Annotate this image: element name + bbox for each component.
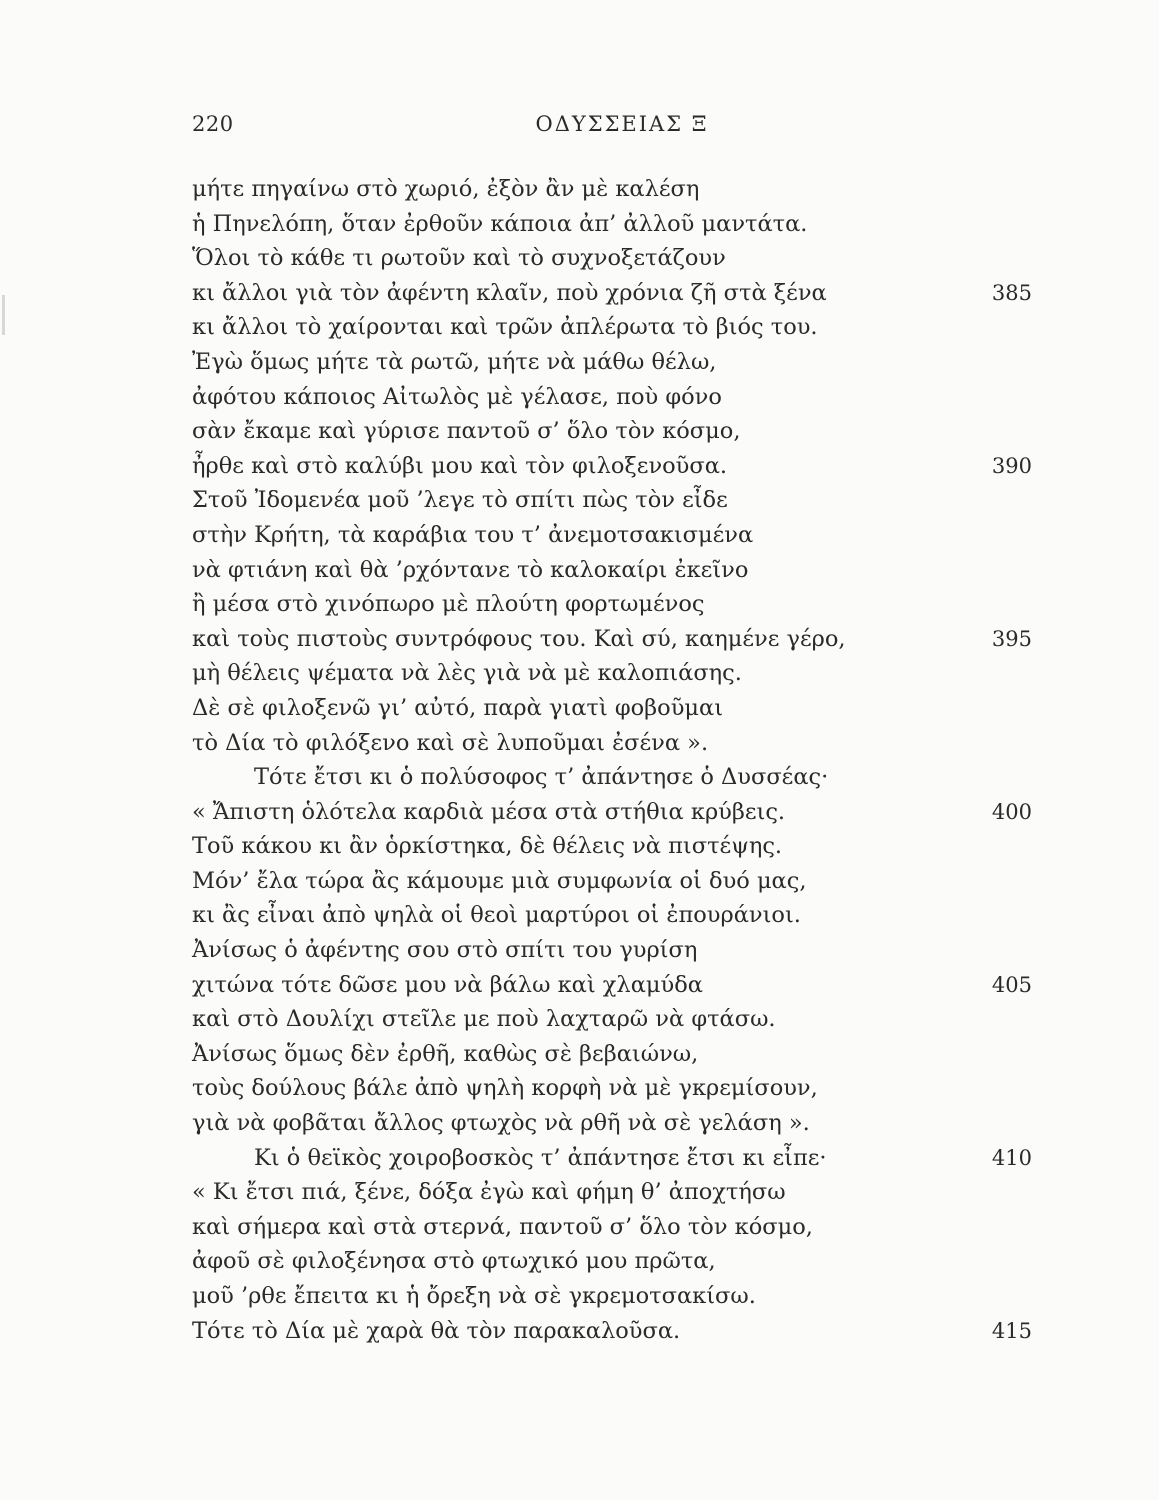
verse-line (192, 1002, 1052, 1037)
verse-line (192, 968, 1052, 1003)
verse-text: Τοῦ κάκου κι ἂν ὁρκίστηκα, δὲ θέλεις νὰ πιστέψης. (192, 833, 783, 860)
verse-line (192, 1175, 1052, 1210)
verse-line (192, 1279, 1052, 1314)
verse-text: « Κι ἔτσι πιά, ξένε, δόξα ἐγὼ καὶ φήμη θ’ ἀποχτήσω (192, 1179, 786, 1206)
verse-text: κι ἄλλοι γιὰ τὸν ἀφέντη κλαῖν, ποὺ χρόνια ζῆ στὰ ξένα (192, 279, 827, 306)
verse-text: Ἀνίσως ὁ ἀφέντης σου στὸ σπίτι του γυρίση (192, 937, 698, 964)
verse-line (192, 310, 1052, 345)
verse-line (192, 795, 1052, 830)
verse-text: ἡ Πηνελόπη, ὅταν ἐρθοῦν κάποια ἀπ’ ἀλλοῦ μαντάτα. (192, 210, 808, 237)
verse-text: μοῦ ’ρθε ἔπειτα κι ἡ ὄρεξη νὰ σὲ γκρεμοτσακίσω. (192, 1283, 756, 1309)
page-number: 220 (192, 112, 234, 136)
verse-text: Ἐγὼ ὅμως μήτε τὰ ρωτῶ, μήτε νὰ μάθω θέλω, (192, 348, 717, 375)
verse-line (192, 1314, 1052, 1349)
verse-text: μὴ θέλεις ψέματα νὰ λὲς γιὰ νὰ μὲ καλοπιάσης. (192, 660, 742, 687)
verse-text: νὰ φτιάνη καὶ θὰ ’ρχόντανε τὸ καλοκαίρι ἐκεῖνο (192, 556, 749, 583)
verse-text: χιτώνα τότε δῶσε μου νὰ βάλω καὶ χλαμύδα (192, 971, 703, 998)
verse-text: τὸ Δία τὸ φιλόξενο καὶ σὲ λυποῦμαι ἐσένα ». (192, 729, 709, 756)
verse-line (192, 345, 1052, 380)
line-number: 395 (991, 626, 1032, 651)
running-title: ΟΔΥΣΣΕΙΑΣ Ξ (535, 112, 709, 136)
verse-line (192, 691, 1052, 726)
verse-line (192, 276, 1052, 311)
verse-text: γιὰ νὰ φοβᾶται ἄλλος φτωχὸς νὰ ρθῆ νὰ σὲ γελάση ». (192, 1110, 810, 1137)
verse-text: καὶ σήμερα καὶ στὰ στερνά, παντοῦ σ’ ὅλο τὸν κόσμο, (192, 1213, 813, 1240)
verse-line (192, 1210, 1052, 1245)
verse-line (192, 241, 1052, 276)
verse-line (192, 864, 1052, 899)
verse-line (192, 1037, 1052, 1072)
line-number: 400 (991, 799, 1032, 824)
verse-text: Ἀνίσως ὅμως δὲν ἐρθῆ, καθὼς σὲ βεβαιώνω, (192, 1040, 699, 1067)
verse-line (192, 622, 1052, 657)
line-number: 410 (991, 1145, 1032, 1170)
line-number: 390 (991, 453, 1032, 478)
verse-line (192, 518, 1052, 553)
verse-text: σὰν ἔκαμε καὶ γύρισε παντοῦ σ’ ὅλο τὸν κόσμο, (192, 418, 741, 445)
verse-line (192, 172, 1052, 207)
verse-line (192, 1106, 1052, 1141)
verse-text: Κι ὁ θεϊκὸς χοιροβοσκὸς τ’ ἀπάντησε ἔτσι κι εἶπε· (254, 1144, 827, 1171)
verse-text: Τότε ἔτσι κι ὁ πολύσοφος τ’ ἀπάντησε ὁ Δυσσέας· (254, 764, 829, 791)
verse-text: Τότε τὸ Δία μὲ χαρὰ θὰ τὸν παρακαλοῦσα. (192, 1317, 681, 1344)
verse-line (192, 414, 1052, 449)
verse-text: ἀφότου κάποιος Αἰτωλὸς μὲ γέλασε, ποὺ φόνο (192, 383, 722, 410)
verse-text: ἦρθε καὶ στὸ καλύβι μου καὶ τὸν φιλοξενοῦσα. (192, 452, 728, 479)
verse-text: « Ἄπιστη ὁλότελα καρδιὰ μέσα στὰ στήθια κρύβεις. (192, 798, 786, 825)
line-number: 385 (991, 280, 1032, 305)
verse-text: καὶ τοὺς πιστοὺς συντρόφους του. Καὶ σύ, καημένε γέρο, (192, 625, 846, 652)
verse-line (192, 726, 1052, 761)
verse-text: κι ἂς εἶναι ἀπὸ ψηλὰ οἱ θεοὶ μαρτύροι οἱ ἐπουράνιοι. (192, 902, 801, 929)
verse-line (192, 1244, 1052, 1279)
verse-line (192, 656, 1052, 691)
verse-line (192, 380, 1052, 415)
verse-line (192, 1071, 1052, 1106)
verse-line (192, 207, 1052, 242)
verse-line (192, 483, 1052, 518)
line-number: 415 (991, 1318, 1032, 1343)
verse-text: στὴν Κρήτη, τὰ καράβια του τ’ ἀνεμοτσακισμένα (192, 521, 754, 548)
verse-text: μήτε πηγαίνω στὸ χωριό, ἐξὸν ἂν μὲ καλέση (192, 176, 700, 202)
verse-line (192, 587, 1052, 622)
verse-block (192, 172, 1052, 1348)
verse-line (192, 449, 1052, 484)
verse-text: τοὺς δούλους βάλε ἀπὸ ψηλὴ κορφὴ νὰ μὲ γκρεμίσουν, (192, 1075, 818, 1102)
verse-line (192, 829, 1052, 864)
scan-margin-mark (2, 295, 5, 335)
verse-text: κι ἄλλοι τὸ χαίρονται καὶ τρῶν ἀπλέρωτα τὸ βιός του. (192, 314, 818, 341)
verse-line (192, 1141, 1052, 1176)
verse-text: Ὅλοι τὸ κάθε τι ρωτοῦν καὶ τὸ συχνοξετάζουν (192, 245, 726, 272)
verse-text: Μόν’ ἔλα τώρα ἂς κάμουμε μιὰ συμφωνία οἱ δυό μας, (192, 867, 807, 894)
verse-line (192, 898, 1052, 933)
verse-text: Δὲ σὲ φιλοξενῶ γι’ αὐτό, παρὰ γιατὶ φοβοῦμαι (192, 694, 724, 721)
verse-text: ἢ μέσα στὸ χινόπωρο μὲ πλούτη φορτωμένος (192, 591, 705, 618)
verse-text: Στοῦ Ἰδομενέα μοῦ ’λεγε τὸ σπίτι πὼς τὸν εἶδε (192, 487, 728, 514)
verse-text: καὶ στὸ Δουλίχι στεῖλε με ποὺ λαχταρῶ νὰ φτάσω. (192, 1006, 776, 1033)
verse-line (192, 933, 1052, 968)
verse-line (192, 553, 1052, 588)
verse-line (192, 760, 1052, 795)
verse-text: ἀφοῦ σὲ φιλοξένησα στὸ φτωχικό μου πρῶτα, (192, 1248, 716, 1275)
page-header (192, 112, 1052, 144)
line-number: 405 (991, 972, 1032, 997)
